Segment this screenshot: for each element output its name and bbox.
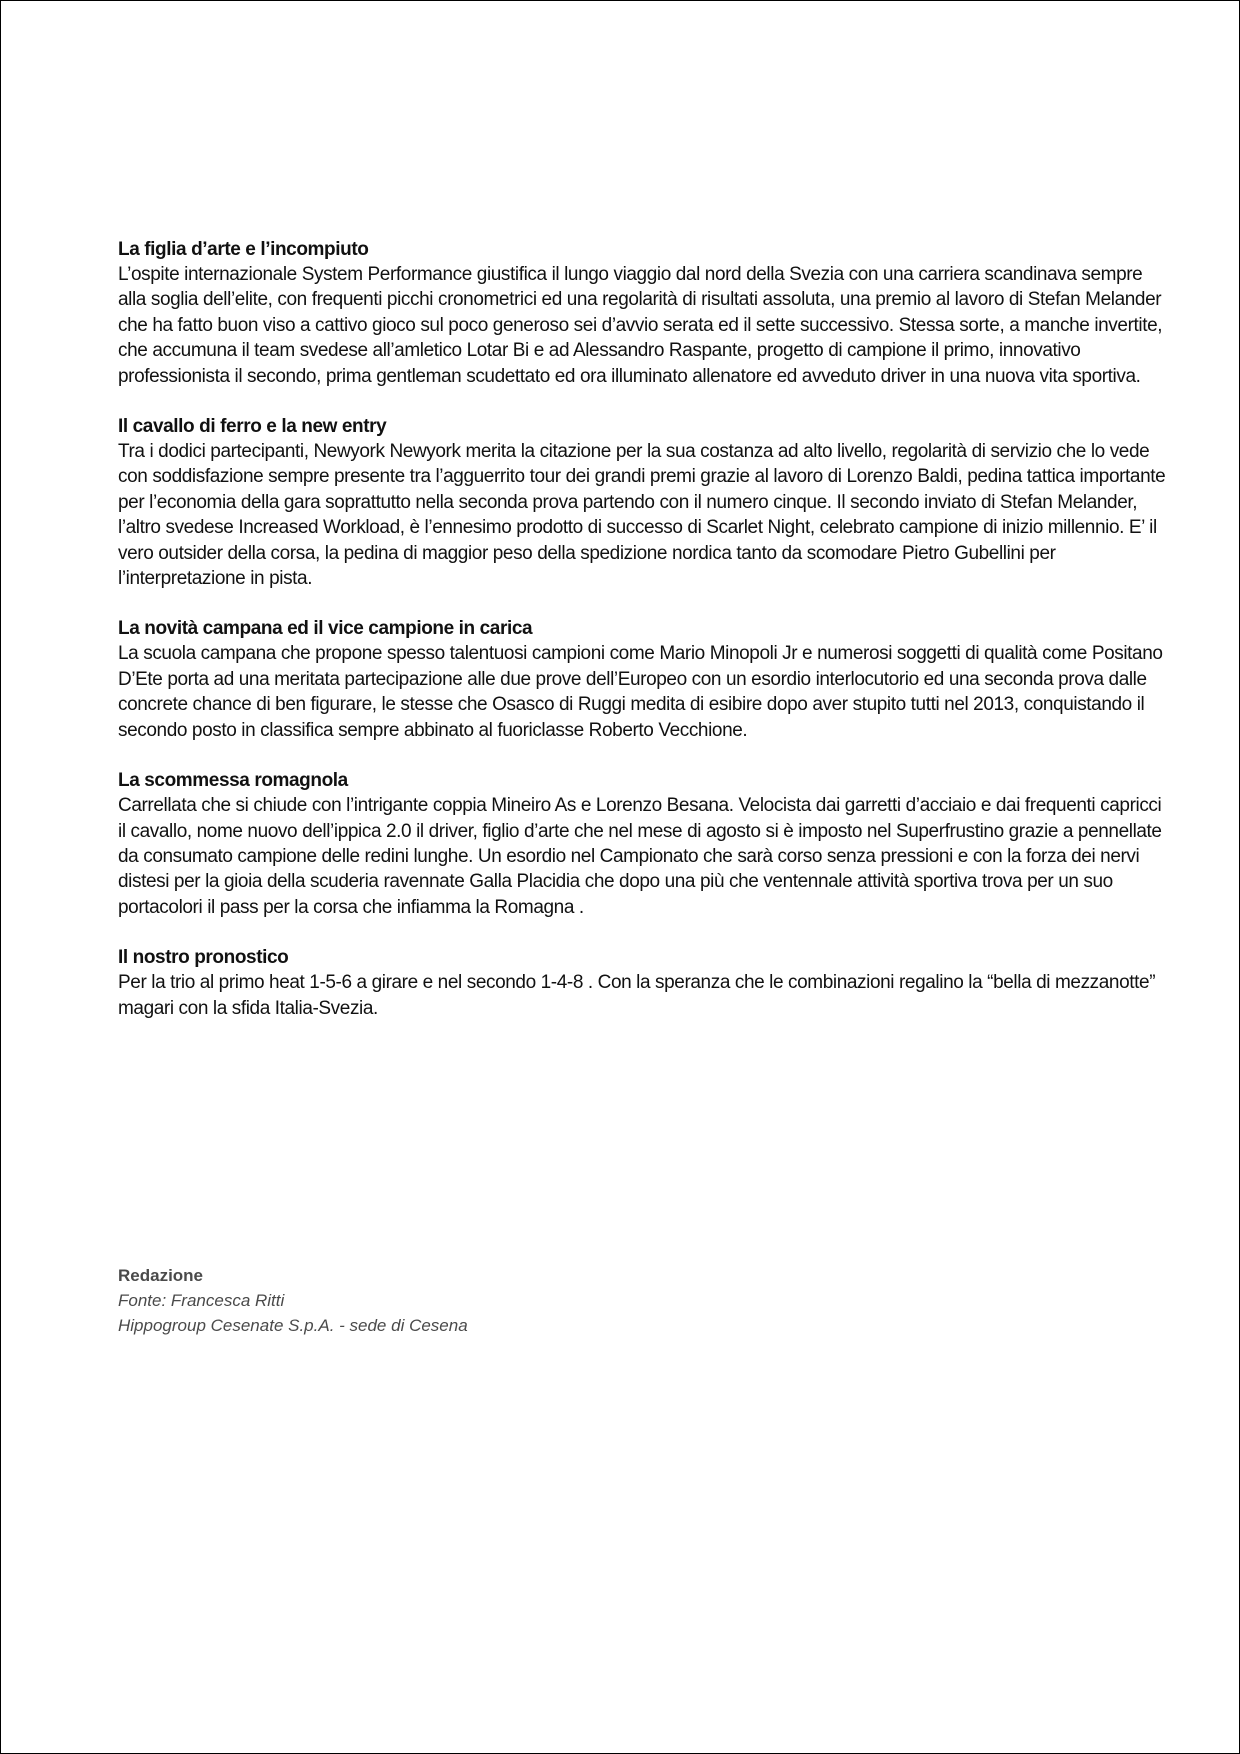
signature-source: Fonte: Francesca Ritti (118, 1291, 285, 1310)
signature-heading: Redazione (118, 1266, 204, 1285)
section-title: La scommessa romagnola (118, 770, 348, 792)
section-scommessa-romagnola (118, 768, 1168, 920)
section-novita-campana (118, 616, 1168, 743)
section-paragraph: La scuola campana che propone spesso talentuosi campioni come Mario Minopoli Jr e numerosi soggetti di qualità come Positano D’Ete porta ad una meritata partecipazione alle due prove dell’Europeo con un esordio interlocutorio ed una seconda prova dalle concrete chance di ben figurare, le stesse che Osasco di Ruggi medita di esibire dopo aver stupito tutti nel 2013, conquistando il secondo posto in classifica sempre abbinato al fuoriclasse Roberto Vecchione. (118, 643, 1163, 741)
section-figlia-arte (118, 237, 1168, 389)
signature-company: Hippogroup Cesenate S.p.A. - sede di Cesena (118, 1316, 468, 1335)
section-title: Il nostro pronostico (118, 947, 289, 969)
section-pronostico (118, 945, 1168, 1021)
section-paragraph: L’ospite internazionale System Performance giustifica il lungo viaggio dal nord della Svezia con una carriera scandinava sempre alla soglia dell’elite, con frequenti picchi cronometrici ed una regolarità di risultati assoluta, una premio al lavoro di Stefan Melander che ha fatto buon viso a cattivo gioco sul poco generoso sei d’avvio serata ed il sette successivo. Stessa sorte, a manche invertite, che accumuna il team svedese all’amletico Lotar Bi e ad Alessandro Raspante, progetto di campione il primo, innovativo professionista il secondo, prima gentleman scudettato ed ora illuminato allenatore ed avveduto driver in una nuova vita sportiva. (118, 264, 1163, 387)
signature-block (118, 1263, 468, 1338)
section-cavallo-di-ferro (118, 414, 1168, 591)
section-title: Il cavallo di ferro e la new entry (118, 416, 387, 438)
section-paragraph: Tra i dodici partecipanti, Newyork Newyork merita la citazione per la sua costanza ad alto livello, regolarità di servizio che lo vede con soddisfazione sempre presente tra l’agguerrito tour dei grandi premi grazie al lavoro di Lorenzo Baldi, pedina tattica importante per l’economia della gara soprattutto nella seconda prova partendo con il numero cinque. Il secondo inviato di Stefan Melander, l’altro svedese Increased Workload, è l’ennesimo prodotto di successo di Scarlet Night, celebrato campione di inizio millennio. E’ il vero outsider della corsa, la pedina di maggior peso della spedizione nordica tanto da scomodare Pietro Gubellini per l’interpretazione in pista. (118, 441, 1166, 590)
section-paragraph: Carrellata che si chiude con l’intrigante coppia Mineiro As e Lorenzo Besana. Velocista dai garretti d’acciaio e dai frequenti capricci il cavallo, nome nuovo dell’ippica 2.0 il driver, figlio d’arte che nel mese di agosto si è imposto nel Superfrustino grazie a pennellate da consumato campione delle redini lunghe. Un esordio nel Campionato che sarà corso senza pressioni e con la forza dei nervi distesi per la gioia della scuderia ravennate Galla Placidia che dopo una più che ventennale attività sportiva trova per un suo portacolori il pass per la corsa che infiamma la Romagna . (118, 795, 1162, 918)
section-paragraph: Per la trio al primo heat 1-5-6 a girare e nel secondo 1-4-8 . Con la speranza che le combinazioni regalino la “bella di mezzanotte” magari con la sfida Italia-Svezia. (118, 972, 1156, 1019)
section-title: La novità campana ed il vice campione in carica (118, 618, 533, 640)
article-body (118, 237, 1168, 1046)
section-title: La figlia d’arte e l’incompiuto (118, 239, 369, 260)
